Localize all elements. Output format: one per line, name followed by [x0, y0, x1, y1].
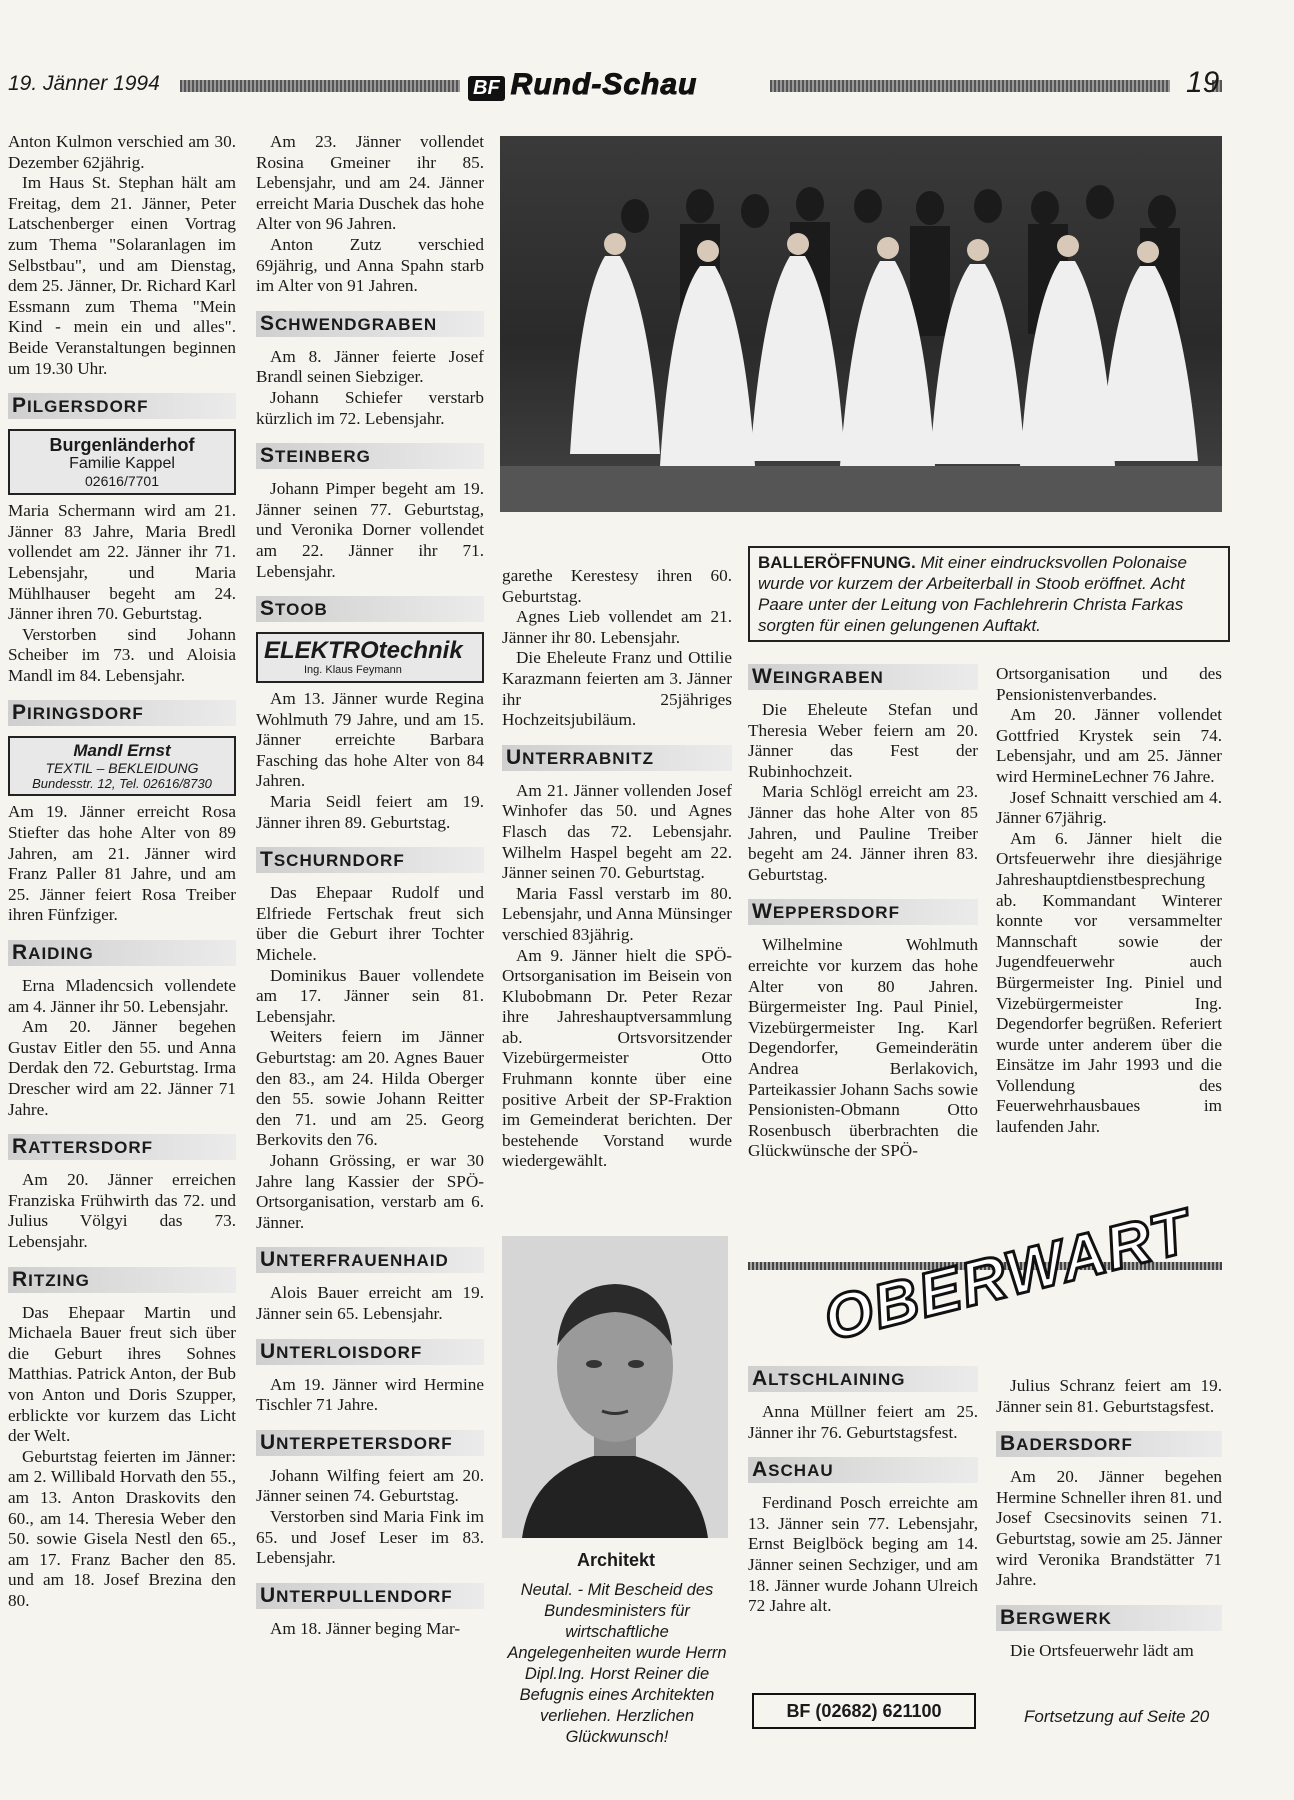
paragraph: Dominikus Bauer vollendete am 17. Jänner sein 81. Lebensjahr. [256, 965, 484, 1026]
ad-subtitle: Familie Kappel [69, 455, 175, 473]
paragraph: Maria Fassl verstarb im 80. Lebensjahr, und Anna Münsinger verschied 83jährig. [502, 883, 732, 944]
paragraph: Maria Schermann wird am 21. Jänner 83 Jahre, Maria Bredl vollendet am 22. Jänner ihr 71. Lebensjahr, und Maria Mühlhauser begeht am 24. Jänner ihren 70. Geburtstag. [8, 501, 236, 624]
paragraph: Im Haus St. Stephan hält am Freitag, dem 21. Jänner, Peter Latschenberger einen Vortrag zum Thema "Solaranlagen im Selbstbau", und am Dienstag, dem 25. Jänner, Dr. Richard Karl Essmann zum Thema "Mein Kind - mein ein und alles". Beide Veranstaltungen beginnen um 19.30 Uhr. [8, 173, 236, 378]
paragraph: Alois Bauer erreicht am 19. Jänner sein 65. Lebensjahr. [256, 1283, 484, 1323]
architect-portrait-image [502, 1236, 728, 1538]
ad-title: Mandl Ernst [73, 741, 171, 761]
section-heading-piringsdorf: PIRINGSDORF [8, 700, 236, 726]
paragraph: Anton Zutz verschied 69jährig, und Anna Spahn starb im Alter von 91 Jahren. [256, 234, 484, 296]
paragraph: Maria Schlögl erreicht am 23. Jänner das hohe Alter von 85 Jahren, und Pauline Treiber begeht am 24. Jänner ihren 83. Geburtstag. [748, 782, 978, 884]
ad-subtitle: TEXTIL – BEKLEIDUNG [45, 760, 199, 777]
paragraph: Am 20. Jänner vollendet Gottfried Krystek sein 74. Lebensjahr, und am 25. Jänner wird HermineLechner 76 Jahre. [996, 705, 1222, 786]
paragraph: Johann Wilfing feiert am 20. Jänner seinen 74. Geburtstag. [256, 1465, 484, 1506]
header-rule-left [180, 80, 460, 92]
paragraph: Das Ehepaar Martin und Michaela Bauer freut sich über die Geburt ihres Sohnes Matthias. Patrick Anton, der Bub von Anton und Doris Szupper, erblickte vor kurzem das Licht der Welt. [8, 1302, 236, 1446]
bf-phone-box: BF (02682) 621100 [752, 1693, 976, 1729]
architect-portrait-photo [502, 1236, 728, 1538]
column-5 [996, 664, 1222, 1138]
paragraph: Am 9. Jänner hielt die SPÖ-Ortsorganisation im Beisein von Klubobmann Dr. Peter Rezar ihre Jahreshauptversammlung ab. Ortsvorsitzender Vizebürgermeister Otto Fruhmann konnte über eine positive Arbeit der SP-Fraktion im Gemeinderat berichten. Der bestehende Vorstand wurde wiedergewählt. [502, 945, 732, 1171]
paragraph: Erna Mladencsich vollendete am 4. Jänner ihr 50. Lebensjahr. [8, 976, 236, 1016]
section-heading-unterpullendorf: UNTERPULLENDORF [256, 1583, 484, 1609]
section-heading-weppersdorf: WEPPERSDORF [748, 899, 978, 925]
section-heading-unterrabnitz: UNTERRABNITZ [502, 745, 732, 771]
paragraph: Die Ortsfeuerwehr lädt am [1010, 1640, 1194, 1660]
column-4 [748, 656, 978, 1162]
section-heading-aschau: ASCHAU [748, 1457, 978, 1483]
paragraph: Wilhelmine Wohlmuth erreichte vor kurzem das hohe Alter von 80 Jahren. Bürgermeister Ing. Paul Piniel, Vizebürgermeister Ing. Karl Degendorfer, Gemeinderätin Andrea Berlakovich, Parteikassier Johann Sachs sowie Pensionisten-Obmann Otto Rosenbusch überbrachten die Glückwünsche der SPÖ- [748, 935, 978, 1161]
continued-note: Fortsetzung auf Seite 20 [1024, 1707, 1210, 1726]
bf-logo: BF [468, 76, 505, 101]
ad-mandl-ernst [8, 736, 236, 796]
paragraph: Anton Kulmon verschied am 30. Dezember 62jährig. [8, 132, 236, 172]
ball-photo [500, 136, 1222, 512]
section-heading-raiding: RAIDING [8, 940, 236, 966]
paragraph: Johann Pimper begeht am 19. Jänner seinen 77. Geburtstag, und Veronika Dorner vollendet am 22. Jänner ihr 71. Lebensjahr. [256, 479, 484, 581]
ad-phone: 02616/7701 [85, 473, 159, 490]
paragraph: Am 20. Jänner begehen Gustav Eitler den 55. und Anna Derdak den 72. Geburtstag. Irma Drescher wird am 22. Jänner 71 Jahre. [8, 1017, 236, 1119]
paragraph: Agnes Lieb vollendet am 21. Jänner ihr 80. Lebensjahr. [502, 607, 732, 647]
column-2 [256, 132, 484, 1639]
paragraph: Johann Grössing, er war 30 Jahre lang Kassier der SPÖ-Ortsorganisation, verstarb am 6. Jänner. [256, 1150, 484, 1232]
paragraph: Maria Seidl feiert am 19. Jänner ihren 89. Geburtstag. [256, 792, 484, 832]
paragraph: Am 8. Jänner feierte Josef Brandl seinen Siebziger. [256, 346, 484, 387]
paragraph: garethe Kerestesy ihren 60. Geburtstag. [502, 566, 732, 606]
paragraph: Die Eheleute Franz und Ottilie Karazmann feierten am 3. Jänner ihr 25jähriges Hochzeitsjubiläum. [502, 648, 732, 730]
column-1 [8, 132, 236, 1611]
paragraph: Am 6. Jänner hielt die Ortsfeuerwehr ihre diesjährige Jahreshauptdienstbesprechung ab. Kommandant Winterer konnte vor versammelter Mannschaft sowie der Jugendfeuerwehr auch Bürgermeister Ing. Piniel und Vizebürgermeister Ing. Degendorfer begrüßen. Referiert wurde unter anderem über die Einsätze im Jahr 1993 und die Vollendung des Feuerwehrhausbaues im laufenden Jahr. [996, 828, 1222, 1137]
column-5-lower [996, 1376, 1222, 1661]
section-heading-steinberg: STEINBERG [256, 443, 484, 469]
paragraph: Johann Schiefer verstarb kürzlich im 72. Lebensjahr. [256, 387, 484, 428]
section-heading-unterloisdorf: UNTERLOISDORF [256, 1339, 484, 1365]
paragraph: Die Eheleute Stefan und Theresia Weber feiern am 20. Jänner das Fest der Rubinhochzeit. [748, 700, 978, 781]
paragraph: Geburtstag feierten im Jänner: am 2. Willibald Horvath den 55., am 13. Anton Draskovits den 60., am 14. Theresia Weber den 50. sowie Gisela Nestl den 65., am 17. Franz Bacher den 85. und am 18. Josef Brezina den 80. [8, 1446, 236, 1610]
paragraph: Julius Schranz feiert am 19. Jänner sein 81. Geburtstagsfest. [996, 1376, 1222, 1416]
masthead-title: Rund-Schau [510, 68, 698, 101]
paragraph: Am 13. Jänner wurde Regina Wohlmuth 79 Jahre, und am 15. Jänner erreichte Barbara Fasching das hohe Alter von 84 Jahren. [256, 689, 484, 791]
paragraph: Am 20. Jänner erreichen Franziska Frühwirth das 72. und Julius Völgyi das 73. Lebensjahr. [8, 1170, 236, 1251]
paragraph: Am 19. Jänner erreicht Rosa Stiefter das hohe Alter von 89 Jahren, am 21. Jänner wird Franz Paller 81 Jahre, und am 25. Jänner feiert Rosa Treiber ihren Fünfziger. [8, 802, 236, 925]
caption-text: Mit einer eindrucksvollen Polonaise wurde vor kurzem der Arbeiterball in Stoob eröffnet. Acht Paare unter der Leitung von Fachlehrerin Christa Farkas sorgten für einen gelungenen Auftakt. [758, 553, 1187, 635]
ad-elektrotechnik [256, 632, 484, 683]
paragraph: Verstorben sind Maria Fink im 65. und Josef Leser im 83. Lebensjahr. [256, 1506, 484, 1568]
paragraph: Am 20. Jänner begehen Hermine Schneller ihren 81. und Josef Csecsinovits seinen 71. Geburtstag, sowie am 25. Jänner wird Veronika Brandstätter 71 Jahre. [996, 1467, 1222, 1590]
ball-photo-image [500, 136, 1222, 512]
ad-address: Bundesstr. 12, Tel. 02616/8730 [32, 776, 212, 792]
section-heading-pilgersdorf: PILGERSDORF [8, 393, 236, 419]
column-3 [502, 566, 732, 1172]
paragraph: Ferdinand Posch erreichte am 13. Jänner sein 77. Lebensjahr, Ernst Beiglböck beging am 14. Jänner seinen Sechziger, und am 18. Jänner wurde Johann Ulreich 72 Jahre alt. [748, 1493, 978, 1616]
oberwart-banner: OBERWART [817, 1196, 1199, 1355]
section-heading-bergwerk: BERGWERK [996, 1605, 1222, 1631]
paragraph: Weiters feiern im Jänner Geburtstag: am 20. Agnes Bauer den 83., am 24. Hilda Oberger den 55. sowie Johann Reitter den 71. und am 25. Georg Berkovits den 76. [256, 1027, 484, 1150]
paragraph: Ortsorganisation und des Pensionistenverbandes. [996, 664, 1222, 704]
paragraph: Josef Schnaitt verschied am 4. Jänner 67jährig. [996, 787, 1222, 828]
paragraph: Am 23. Jänner vollendet Rosina Gmeiner ihr 85. Lebensjahr, und am 24. Jänner erreicht Maria Duschek das hohe Alter von 96 Jahren. [256, 132, 484, 234]
section-heading-altschlaining: ALTSCHLAINING [748, 1366, 978, 1392]
column-4-lower [748, 1366, 978, 1617]
section-heading-stoob: STOOB [256, 596, 484, 622]
paragraph: Verstorben sind Johann Scheiber im 73. und Aloisia Mandl im 84. Lebensjahr. [8, 624, 236, 685]
ad-subtitle: Ing. Klaus Feymann [304, 664, 402, 677]
header-rule-right [770, 80, 1170, 92]
ad-title: ELEKTROtechnik [264, 637, 463, 665]
section-heading-schwendgraben: SCHWENDGRABEN [256, 311, 484, 337]
paragraph: Am 19. Jänner wird Hermine Tischler 71 Jahre. [256, 1374, 484, 1415]
section-heading-unterfrauenhaid: UNTERFRAUENHAID [256, 1247, 484, 1273]
caption-title: BALLERÖFFNUNG. [758, 553, 916, 572]
paragraph: Am 21. Jänner vollenden Josef Winhofer das 50. und Agnes Flasch das 72. Lebensjahr. Wilhelm Haspel begeht am 22. Jänner seinen 70. Geburtstag. [502, 780, 732, 883]
page-number: 19 [1186, 66, 1220, 99]
masthead-logo [468, 68, 697, 102]
section-heading-rattersdorf: RATTERSDORF [8, 1134, 236, 1160]
issue-date: 19. Jänner 1994 [8, 72, 160, 95]
section-heading-unterpetersdorf: UNTERPETERSDORF [256, 1430, 484, 1456]
section-heading-ritzing: RITZING [8, 1267, 236, 1293]
ad-burgenlaenderhof [8, 429, 236, 495]
paragraph: Anna Müllner feiert am 25. Jänner ihr 76. Geburtstagsfest. [748, 1402, 978, 1442]
paragraph: Das Ehepaar Rudolf und Elfriede Fertschak freut sich über die Geburt ihrer Tochter Michele. [256, 883, 484, 965]
ball-photo-caption [748, 546, 1230, 642]
architect-text: Neutal. - Mit Bescheid des Bundesministers für wirtschaftliche Angelegenheiten wurde Herrn Dipl.Ing. Horst Reiner die Befugnis eines Architekten verliehen. Herzlichen Glückwunsch! [507, 1581, 727, 1746]
section-heading-badersdorf: BADERSDORF [996, 1431, 1222, 1457]
section-heading-tschurndorf: TSCHURNDORF [256, 847, 484, 873]
architect-heading: Architekt [576, 1550, 656, 1570]
section-heading-weingraben: WEINGRABEN [748, 664, 978, 690]
ad-title: Burgenländerhof [49, 435, 195, 456]
paragraph: Am 18. Jänner beging Mar- [270, 1618, 461, 1638]
